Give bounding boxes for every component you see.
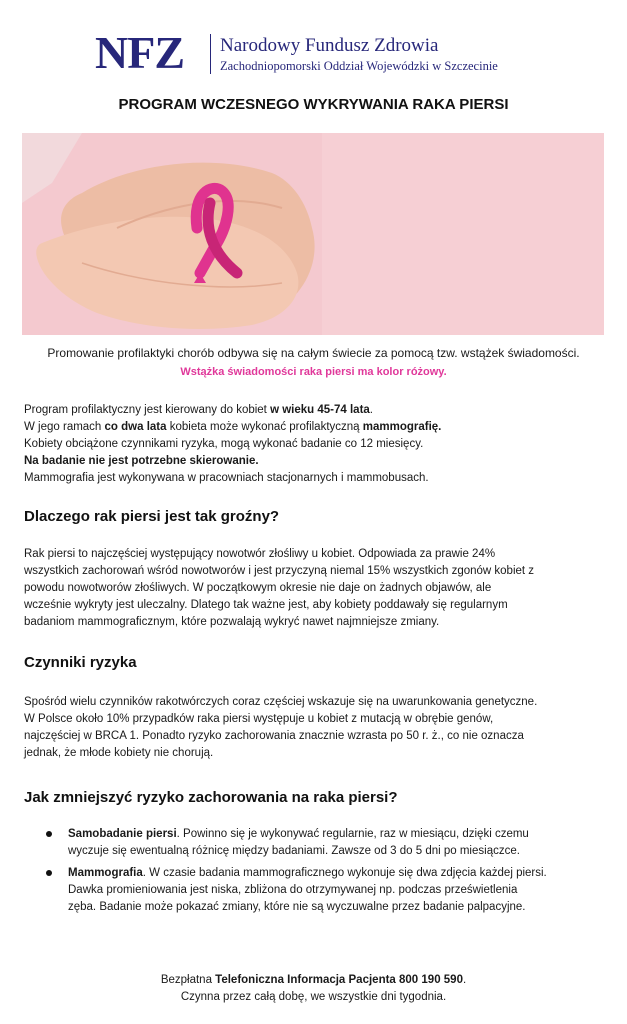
bullet-text: Dawka promieniowania jest niska, zbliżona do otrzymywanej np. podczas prześwietlenia bbox=[68, 884, 518, 896]
frequency: co dwa lata bbox=[104, 421, 167, 433]
org-name: Narodowy Fundusz Zdrowia bbox=[220, 35, 439, 56]
intro-line-3: Kobiety obciążone czynnikami ryzyka, mogą wykonać badanie co 12 miesięcy. bbox=[24, 438, 424, 450]
intro-text: Program profilaktyczny jest kierowany do kobiet bbox=[24, 404, 271, 416]
list-item-self-exam bbox=[40, 826, 608, 860]
intro-line-4 bbox=[24, 453, 609, 470]
intro-text: W jego ramach bbox=[24, 421, 105, 433]
paragraph-line: Spośród wielu czynników rakotwórczych coraz częściej wskazuje się na uwarunkowania genetyczne. bbox=[24, 696, 538, 708]
paragraph-line: badaniom mammograficznym, które pozwalają wykryć nawet najmniejsze zmiany. bbox=[24, 616, 440, 628]
paragraph-line: wcześnie wykryty jest uleczalny. Dlatego tak ważne jest, aby kobiety poddawały się regularnym bbox=[24, 599, 508, 611]
paragraph-line: najczęściej w BRCA 1. Ponadto ryzyko zachorowania znacznie wzrasta po 50 r. ż., co nie oznacza bbox=[24, 730, 524, 742]
nfz-logo: NFZ bbox=[95, 27, 184, 78]
hero-image bbox=[22, 133, 604, 335]
bullet-icon bbox=[46, 831, 52, 837]
footer-line-1 bbox=[0, 972, 627, 989]
intro-text: kobieta może wykonać profilaktyczną bbox=[166, 421, 363, 433]
bullet-title: Samobadanie piersi bbox=[68, 828, 177, 840]
page-title: PROGRAM WCZESNEGO WYKRYWANIA RAKA PIERSI bbox=[118, 96, 509, 113]
section-paragraph-risk bbox=[24, 694, 609, 762]
caption-line-2: Wstążka świadomości raka piersi ma kolor różowy. bbox=[180, 366, 447, 378]
section-heading-danger: Dlaczego rak piersi jest tak groźny? bbox=[24, 508, 280, 525]
prevention-list bbox=[40, 826, 608, 921]
bullet-text: wyczuje się ewentualną różnicę między badaniami. Zawsze od 3 do 5 dni po miesiączce. bbox=[68, 845, 520, 857]
intro-line-5: Mammografia jest wykonywana w pracowniach stacjonarnych i mammobusach. bbox=[24, 472, 429, 484]
bullet-title: Mammografia bbox=[68, 867, 143, 879]
caption-line-1: Promowanie profilaktyki chorób odbywa się na całym świecie za pomocą tzw. wstążek świadomości. bbox=[47, 346, 580, 360]
age-range: w wieku 45-74 lata bbox=[270, 404, 370, 416]
section-paragraph-danger bbox=[24, 546, 609, 631]
footer-text: Bezpłatna bbox=[160, 974, 216, 986]
footer-contact bbox=[0, 972, 627, 1006]
paragraph-line: wszystkich zachorowań wśród nowotworów i jest przyczyną niemal 15% wszystkich zgonów kobiet z bbox=[24, 565, 535, 577]
paragraph-line: powodu nowotworów złośliwych. W początkowym okresie nie daje on żadnych objawów, ale bbox=[24, 582, 492, 594]
footer-line-2: Czynna przez całą dobę, we wszystkie dni tygodnia. bbox=[180, 991, 447, 1003]
patient-hotline: Telefoniczna Informacja Pacjenta 800 190 590 bbox=[215, 974, 463, 986]
nfz-header bbox=[95, 28, 565, 78]
bullet-text: . W czasie badania mammograficznego wykonuje się dwa zdjęcia każdej piersi. bbox=[142, 867, 547, 879]
section-heading-prevention: Jak zmniejszyć ryzyko zachorowania na raka piersi? bbox=[24, 789, 398, 806]
paragraph-line: W Polsce około 10% przypadków raka piersi występuje u kobiet z mutacją w obrębie genów, bbox=[24, 713, 494, 725]
list-item-mammography bbox=[40, 865, 608, 916]
intro-line-2 bbox=[24, 419, 609, 436]
intro-line-1 bbox=[24, 402, 609, 419]
org-branch: Zachodniopomorski Oddział Wojewódzki w Szczecinie bbox=[220, 59, 498, 73]
intro-text: . bbox=[369, 404, 373, 416]
mammography-term: mammografię. bbox=[362, 421, 442, 433]
intro-paragraph bbox=[24, 402, 609, 487]
section-heading-risk: Czynniki ryzyka bbox=[24, 654, 137, 671]
footer-text: . bbox=[462, 974, 467, 986]
no-referral-note: Na badanie nie jest potrzebne skierowanie. bbox=[24, 455, 259, 467]
paragraph-line: jednak, że młode kobiety nie chorują. bbox=[24, 747, 214, 759]
hands-ribbon-illustration bbox=[22, 133, 604, 335]
bullet-text: . Powinno się je wykonywać regularnie, raz w miesiącu, dzięki czemu bbox=[176, 828, 529, 840]
bullet-icon bbox=[46, 870, 52, 876]
paragraph-line: Rak piersi to najczęściej występujący nowotwór złośliwy u kobiet. Odpowiada za prawie 24% bbox=[24, 548, 496, 560]
bullet-text: zęba. Badanie może pokazać zmiany, które nie są wyczuwalne przez badanie palpacyjne. bbox=[68, 901, 526, 913]
logo-divider bbox=[210, 34, 211, 74]
